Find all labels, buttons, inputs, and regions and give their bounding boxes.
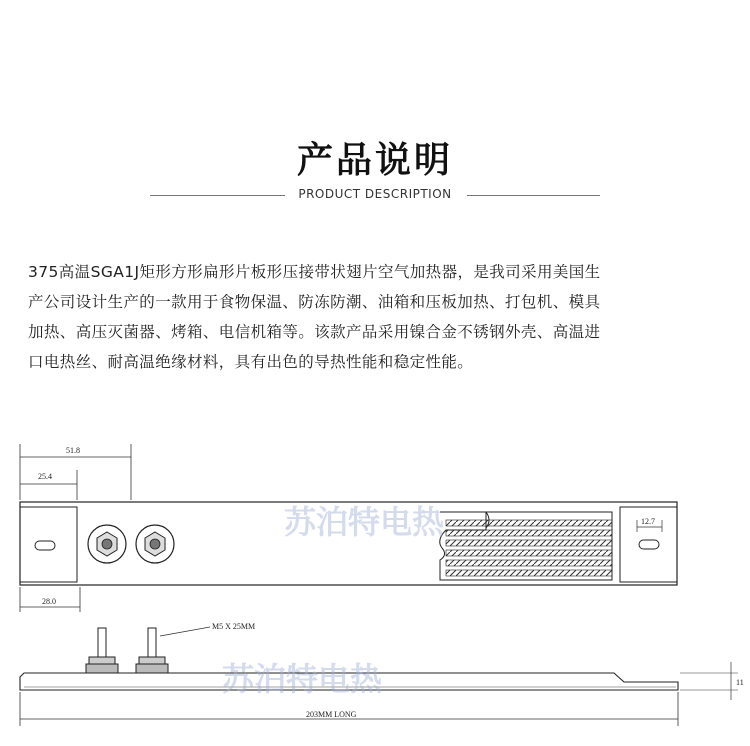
dimension-25-4: [20, 470, 77, 500]
dimension-label: 25.4: [38, 472, 52, 481]
stud-spec-label: M5 X 25MM: [212, 622, 256, 631]
page-subtitle: PRODUCT DESCRIPTION: [298, 187, 452, 201]
terminal-nut-right: [136, 525, 174, 563]
dimension-label: 11: [736, 678, 744, 687]
dimension-28-0: [20, 587, 80, 612]
dimension-thickness: [680, 662, 744, 700]
page-title: 产品说明: [296, 140, 453, 181]
terminal-nut-left: [88, 525, 126, 563]
fin-section: [440, 512, 612, 580]
description-line: 375高温SGA1J矩形方形扁形片板形压接带状翅片空气加热器，是我司采用美国生: [28, 263, 601, 281]
length-label: 203MM LONG: [306, 710, 357, 719]
description-line: 产公司设计生产的一款用于食物保温、防冻防潮、油箱和压板加热、打包机、模具: [28, 293, 601, 311]
description-line: 加热、高压灭菌器、烤箱、电信机箱等。该款产品采用镍合金不锈钢外壳、高温进: [28, 323, 601, 341]
stud-callout: [160, 622, 255, 636]
divider-right: [467, 195, 600, 196]
dimension-label: 12.7: [641, 517, 655, 526]
technical-drawing: [0, 420, 750, 746]
description-line: 口电热丝、耐高温绝缘材料，具有出色的导热性能和稳定性能。: [28, 353, 474, 371]
dimension-label: 28.0: [42, 597, 56, 606]
watermark: 苏泊特电热: [222, 660, 383, 698]
dimension-51-8: [20, 444, 131, 500]
dimension-label: 51.8: [66, 446, 80, 455]
product-description: [28, 257, 728, 377]
terminal-stud-right: [136, 628, 168, 673]
terminal-stud-left: [86, 628, 118, 673]
watermark: 苏泊特电热: [284, 503, 445, 541]
